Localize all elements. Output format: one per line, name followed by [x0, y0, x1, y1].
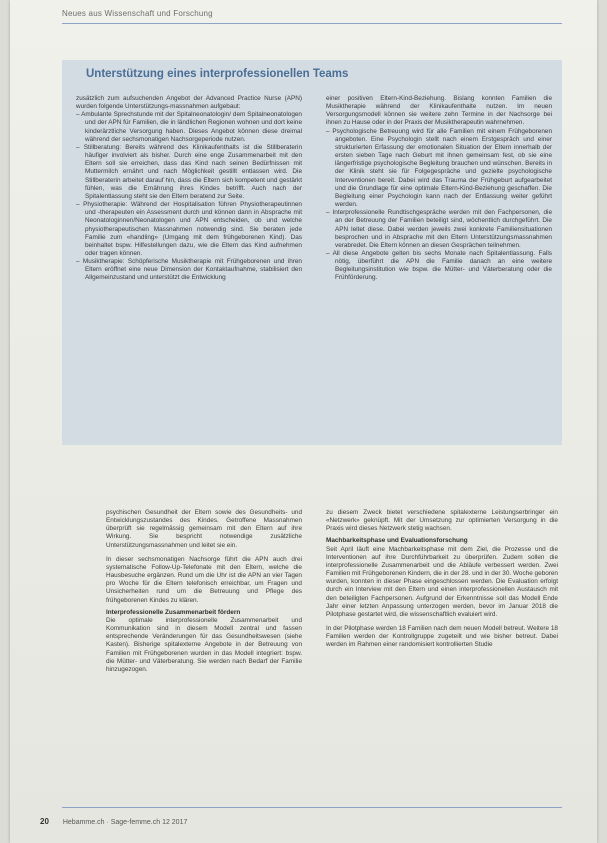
- paragraph: zu diesem Zweck bietet verschiedene spitalexterne Leistungserbringer ein «Netzwerk» geknüpft. Mit der Umsetzung zur optimierten Versorgung in die Praxis wird dieses Netzwerk stetig wachsen.: [326, 509, 558, 533]
- paragraph: In der Pilotphase werden 18 Familien nach dem neuen Modell betreut. Weitere 18 Familien werden der Kontrollgruppe zugeteilt und wie bisher betreut. Dabei werden im Rahmen einer randomisiert kontrollierten Studie: [326, 625, 558, 649]
- list-item: – Stillberatung: Bereits während des Klinikaufenthalts ist die Stillberaterin häufiger involviert als bisher. Durch eine enge Zusammenarbeit mit den Eltern soll sie erreichen, dass das Kind nach seinen Bedürfnissen mit Muttermilch ernährt und nach Möglichkeit gestillt entlassen wird. Die Stillberaterin arbeitet darauf hin, dass die Eltern sich kompetent und gestärkt fühlen, was die Ernährung ihres Kindes betrifft. Auch nach der Spitalentlassung steht sie den Eltern beratend zur Seite.: [76, 143, 302, 200]
- running-head: Neues aus Wissenschaft und Forschung: [62, 9, 213, 18]
- journal-name: Hebamme.ch · Sage-femme.ch 12 2017: [62, 819, 188, 826]
- list-item: – Musiktherapie: Schöpferische Musiktherapie mit Frühgeborenen und ihren Eltern eröffnet eine neue Dimension der Kontaktaufnahme, stabilisiert den Allgemeinzustand und unterstützt die Entwicklung: [76, 258, 302, 282]
- paragraph: zusätzlich zum aufsuchenden Angebot der Advanced Practice Nurse (APN) wurden folgende Unterstützungs-massnahmen aufgebaut:: [76, 95, 302, 111]
- list-item: – Psychologische Betreuung wird für alle Familien mit einem Frühgeborenen angeboten. Eine Psychologin stellt nach einem Erstgespräch und einer strukturierten Erfassung der emotionalen Situation der Eltern innerhalb der ersten sieben Tage nach Geburt mit ihnen gemeinsam fest, ob sie eine längerfristige psychologische Begleitung brauchen und wünschen. Bereits in der Klinik steht sie für Folgegespräche und gezielte psychologische Interventionen bereit. Dabei wird das Trauma der Frühgeburt aufgearbeitet und die Grundlage für eine optimale Eltern-Kind-Beziehung geschaffen. Die Begleitung einer Psychologin kann nach der Entlassung weiter geführt werden.: [326, 127, 552, 209]
- body-left-column: [106, 509, 302, 674]
- box-left-column: [76, 95, 302, 283]
- list-item: – Ambulante Sprechstunde mit der Spitalneonatologin/ dem Spitalneonatologen und der APN für Familien, die in ländlichen Regionen wohnen und dort keine kinderärztliche Versorgung haben. Dieses Angebot können diese dreimal während der sechsmonatigen Nachsorgeperiode nutzen.: [76, 111, 302, 143]
- paragraph: Die optimale interprofessionelle Zusammenarbeit und Kommunikation sind in diesem Modell zentral und fassen entsprechende Veränderungen für das Gesundheitswesen (siehe Kasten). Bisherige spitalexterne Angebote in der Betreuung von Familien mit Frühgeborenen wurden in das Modell integriert: bspw. die Mütter- und Väterberatung. Sie werden nach Bedarf der Familie hinzugezogen.: [106, 616, 302, 673]
- box-right-column: [326, 95, 552, 283]
- subheading: Interprofessionelle Zusammenarbeit fördern: [106, 608, 241, 616]
- paragraph: In dieser sechsmonatigen Nachsorge führt die APN auch drei systematische Follow-Up-Telefonate mit den Eltern, welche die Hausbesuche ergänzen. Rund um die Uhr ist die APN an vier Tagen pro Woche für die Eltern telefonisch erreichbar, um Fragen und Unsicherheiten rund um die Betreuung und Pflege des frühgeborenen Kindes zu klären.: [106, 555, 302, 604]
- document-page: [10, 0, 597, 843]
- page-number: 20: [40, 817, 49, 826]
- header-rule: [62, 23, 562, 24]
- paragraph: Seit April läuft eine Machbarkeitsphase mit dem Ziel, die Prozesse und die Interventionen auf ihre Durchführbarkeit zu überprüfen. Zudem sollen die interprofessionelle Zusammenarbeit und die Abläufe verbessert werden. Zwei Familien mit Frühgeborenen Kindern, die in der 28. und in der 30. Woche geboren wurden, konnten in dieser Phase eingeschlossen werden. Die Evaluation erfolgt durch ein Interview mit den Eltern und einen interprofessionellen Austausch mit den beteiligten Fachpersonen. Aufgrund der Erkenntnisse soll das Modell Ende Jahr einer letzten Anpassung unterzogen werden, bevor im Januar 2018 die Pilotphase gestartet wird, die wissenschaftlich evaluiert wird.: [326, 545, 558, 618]
- footer: [40, 817, 187, 826]
- paragraph: einer positiven Eltern-Kind-Beziehung. Bislang konnten Familien die Musiktherapie während der Klinikaufenthalte nutzen. Im neuen Versorgungsmodell können sie weitere zehn Termine in der Nachsorge bei ihnen zu Hause oder in der Praxis der Musiktherapeutin wahrnehmen.: [326, 95, 552, 127]
- body-right-column: [326, 509, 558, 650]
- footer-rule: [62, 807, 562, 808]
- subheading: Machbarkeitsphase und Evaluationsforschung: [326, 537, 468, 545]
- paragraph: psychischen Gesundheit der Eltern sowie des Gesundheits- und Entwicklungszustandes des Kindes. Getroffene Massnahmen überprüft sie regelmässig gemeinsam mit den Eltern auf ihre Wirkung. Sie bespricht notwendige zusätzliche Unterstützungsmassnahmen und leitet sie ein.: [106, 509, 302, 549]
- list-item: – All diese Angebote gelten bis sechs Monate nach Spitalentlassung. Falls nötig, überführt die APN die Familie danach an eine weitere Begleitungsinstitution wie bspw. die Mütter- und Väterberatung oder die Frühförderung.: [326, 249, 552, 282]
- list-item: – Physiotherapie: Während der Hospitalisation führen Physiotherapeutinnen und -therapeuten ein Assessment durch und können dann in Absprache mit Neonatologinnen/Neonatologen und APN entscheiden, ob und welche physiotherapeutischen Massnahmen notwendig sind. Sie beraten jede Familie zum «handling» (Umgang mit dem frühgeborenen Kind). Das beinhaltet bspw. Hilfestellungen dazu, wie die Eltern das Kind aufnehmen oder tragen können.: [76, 201, 302, 257]
- box-title: Unterstützung eines interprofessionellen Teams: [86, 68, 349, 80]
- list-item: – Interprofessionelle Rundtischgespräche werden mit den Fachpersonen, die an der Betreuung der Familien beteiligt sind, wöchentlich durchgeführt. Die APN leitet diese. Dabei werden jeweils zwei konkrete Familiensituationen besprochen und in Absprache mit den Eltern Unterstützungsmassnahmen verabredet. Die Eltern können an diesen Gesprächen teilnehmen.: [326, 209, 552, 249]
